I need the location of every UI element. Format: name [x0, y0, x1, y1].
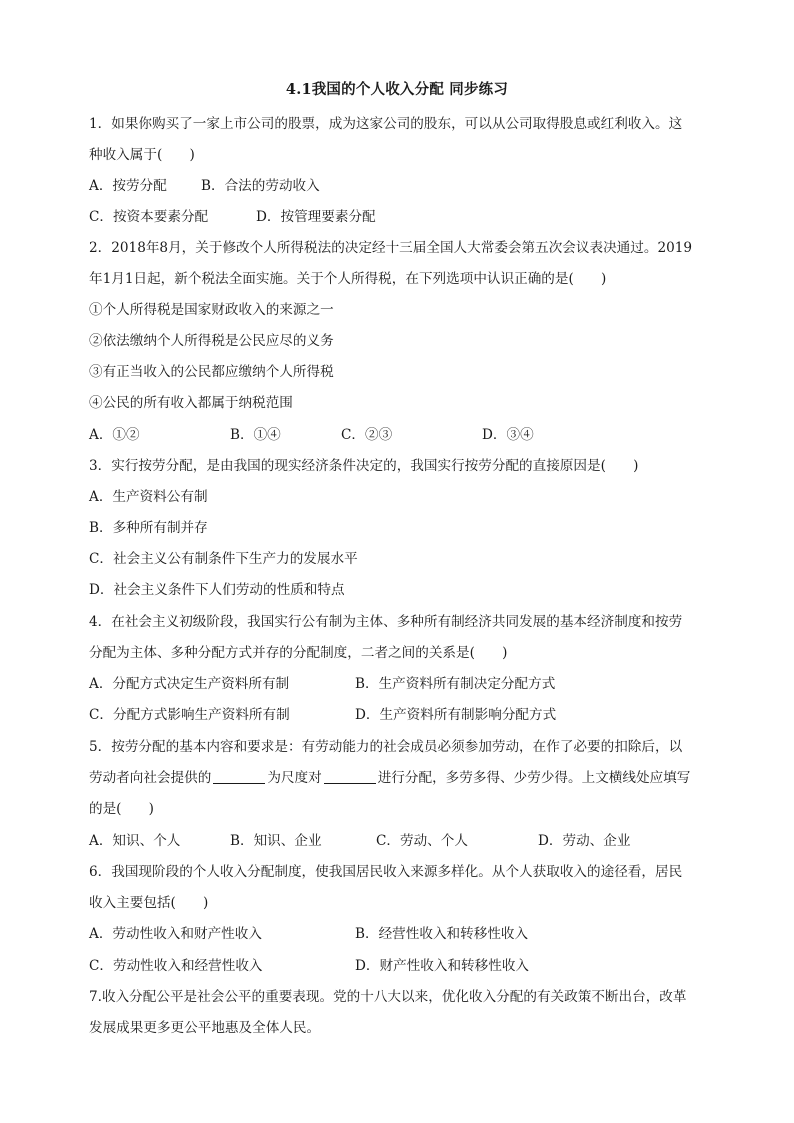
q2-option-d[interactable]: D．③④: [482, 427, 534, 443]
q4-stem-line-1: 4．在社会主义初级阶段，我国实行公有制为主体、多种所有制经济共同发展的基本经济制度和按劳: [89, 614, 683, 630]
q3-option-b[interactable]: B．多种所有制并存: [89, 520, 208, 536]
q2-item-4: ④公民的所有收入都属于纳税范围: [89, 395, 293, 411]
q6-option-b[interactable]: B．经营性收入和转移性收入: [355, 926, 529, 942]
q1-stem-line-1: 1．如果你购买了一家上市公司的股票，成为这家公司的股东，可以从公司取得股息或红利收入。这: [89, 116, 683, 132]
q7-stem-line-2: 发展成果更多更公平地惠及全体人民。: [89, 1020, 321, 1036]
q7-stem-line-1: 7.收入分配公平是社会公平的重要表现。党的十八大以来，优化收入分配的有关政策不断出台，改革: [89, 989, 687, 1005]
q6-stem-line-2: 收入主要包括( ): [89, 895, 209, 911]
q3-stem-line-1: 3．实行按劳分配，是由我国的现实经济条件决定的，我国实行按劳分配的直接原因是( ): [89, 458, 639, 474]
q1-option-d[interactable]: D．按管理要素分配: [256, 209, 376, 225]
q4-stem-line-2: 分配为主体、多种分配方式并存的分配制度，二者之间的关系是( ): [89, 645, 508, 661]
q3-option-c[interactable]: C．社会主义公有制条件下生产力的发展水平: [89, 551, 358, 567]
q2-stem-line-1: 2．2018年8月，关于修改个人所得税法的决定经十三届全国人大常委会第五次会议表决通过。2019: [89, 240, 693, 256]
q6-option-c[interactable]: C．劳动性收入和经营性收入: [89, 958, 263, 974]
q6-option-a[interactable]: A．劳动性收入和财产性收入: [89, 926, 262, 942]
q2-stem-line-2: 年1月1日起，新个税法全面实施。关于个人所得税，在下列选项中认识正确的是( ): [89, 271, 607, 287]
q5-stem-part-b: 为尺度对: [267, 770, 322, 786]
q5-stem-line-2: [89, 768, 709, 788]
q1-option-c[interactable]: C．按资本要素分配: [89, 209, 209, 225]
q5-option-d[interactable]: D．劳动、企业: [538, 833, 631, 849]
q4-option-b[interactable]: B．生产资料所有制决定分配方式: [355, 676, 556, 692]
q1-option-b[interactable]: B．合法的劳动收入: [201, 178, 320, 194]
q2-item-2: ②依法缴纳个人所得税是公民应尽的义务: [89, 333, 334, 349]
q4-option-c[interactable]: C．分配方式影响生产资料所有制: [89, 707, 290, 723]
q4-option-d[interactable]: D．生产资料所有制影响分配方式: [355, 707, 557, 723]
q5-option-c[interactable]: C．劳动、个人: [376, 833, 468, 849]
q2-option-b[interactable]: B．①④: [230, 427, 281, 443]
q5-blank-1: [213, 769, 265, 784]
q5-stem-line-3: 的是( ): [89, 801, 154, 817]
q2-option-a[interactable]: A．①②: [89, 427, 140, 443]
q5-stem-part-c: 进行分配，多劳多得、少劳少得。上文横线处应填写: [377, 770, 691, 786]
q1-stem-line-2: 种收入属于( ): [89, 147, 195, 163]
q5-stem-line-1: 5．按劳分配的基本内容和要求是：有劳动能力的社会成员必须参加劳动，在作了必要的扣除后，以: [89, 739, 683, 755]
q3-option-a[interactable]: A．生产资料公有制: [89, 489, 208, 505]
q5-option-a[interactable]: A．知识、个人: [89, 833, 181, 849]
page-title: 4.1我国的个人收入分配 同步练习: [285, 81, 509, 98]
q3-option-d[interactable]: D．社会主义条件下人们劳动的性质和特点: [89, 582, 345, 598]
q5-option-b[interactable]: B．知识、企业: [230, 833, 322, 849]
q1-option-a[interactable]: A．按劳分配: [89, 178, 167, 194]
q6-option-d[interactable]: D．财产性收入和转移性收入: [355, 958, 530, 974]
q6-stem-line-1: 6．我国现阶段的个人收入分配制度，使我国居民收入来源多样化。从个人获取收入的途径看，居民: [89, 864, 683, 880]
q5-stem-part-a: 劳动者向社会提供的: [89, 770, 212, 786]
q5-blank-2: [324, 769, 376, 784]
q2-item-3: ③有正当收入的公民都应缴纳个人所得税: [89, 364, 334, 380]
q4-option-a[interactable]: A．分配方式决定生产资料所有制: [89, 676, 290, 692]
q2-item-1: ①个人所得税是国家财政收入的来源之一: [89, 302, 334, 318]
q2-option-c[interactable]: C．②③: [341, 427, 393, 443]
